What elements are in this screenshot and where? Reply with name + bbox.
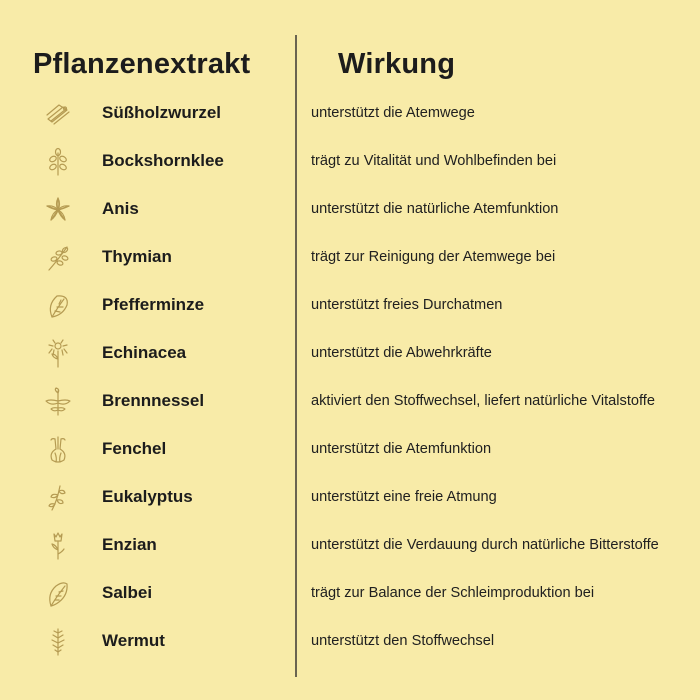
plant-effect: unterstützt eine freie Atmung bbox=[311, 489, 497, 505]
fenugreek-icon bbox=[43, 147, 73, 177]
plant-effect: unterstützt den Stoffwechsel bbox=[311, 633, 495, 649]
plant-name: Bockshornklee bbox=[102, 151, 224, 170]
plant-name: Echinacea bbox=[102, 343, 187, 362]
mint-leaf-icon bbox=[43, 291, 73, 321]
plant-name: Thymian bbox=[102, 247, 172, 266]
plant-name: Wermut bbox=[102, 631, 165, 650]
column-header-effect: Wirkung bbox=[338, 48, 456, 80]
nettle-icon bbox=[43, 387, 73, 417]
plant-name: Fenchel bbox=[102, 439, 167, 458]
licorice-root-icon bbox=[43, 99, 73, 129]
plant-name: Pfefferminze bbox=[102, 295, 205, 314]
plant-effect: unterstützt die Atemwege bbox=[311, 105, 475, 121]
column-header-plant: Pflanzenextrakt bbox=[33, 48, 251, 80]
fennel-icon bbox=[43, 435, 73, 465]
plant-name: Eukalyptus bbox=[102, 487, 193, 506]
sage-leaf-icon bbox=[43, 579, 73, 609]
wormwood-icon bbox=[43, 627, 73, 657]
plant-name: Anis bbox=[102, 199, 139, 218]
plant-name: Süßholzwurzel bbox=[102, 103, 221, 122]
star-anise-icon bbox=[43, 195, 73, 225]
eucalyptus-icon bbox=[43, 483, 73, 513]
plant-effect: aktiviert den Stoffwechsel, liefert natürliche Vitalstoffe bbox=[311, 393, 655, 409]
plant-effect: unterstützt die Atemfunktion bbox=[311, 441, 492, 457]
plant-name: Enzian bbox=[102, 535, 157, 554]
gentian-icon bbox=[43, 531, 73, 561]
thyme-icon bbox=[43, 243, 73, 273]
plant-name: Brennnessel bbox=[102, 391, 205, 410]
echinacea-icon bbox=[43, 339, 73, 369]
plant-effect: trägt zur Balance der Schleimproduktion bei bbox=[311, 585, 595, 601]
plant-effect: unterstützt die Abwehrkräfte bbox=[311, 345, 492, 361]
plant-effect: unterstützt die natürliche Atemfunktion bbox=[311, 201, 559, 217]
plant-effect: trägt zur Reinigung der Atemwege bei bbox=[311, 249, 556, 265]
plant-effect: trägt zu Vitalität und Wohlbefinden bei bbox=[311, 153, 557, 169]
plant-effect: unterstützt freies Durchatmen bbox=[311, 297, 503, 313]
plant-name: Salbei bbox=[102, 583, 153, 602]
plant-effect: unterstützt die Verdauung durch natürliche Bitterstoffe bbox=[311, 537, 659, 553]
table-row bbox=[0, 631, 700, 685]
